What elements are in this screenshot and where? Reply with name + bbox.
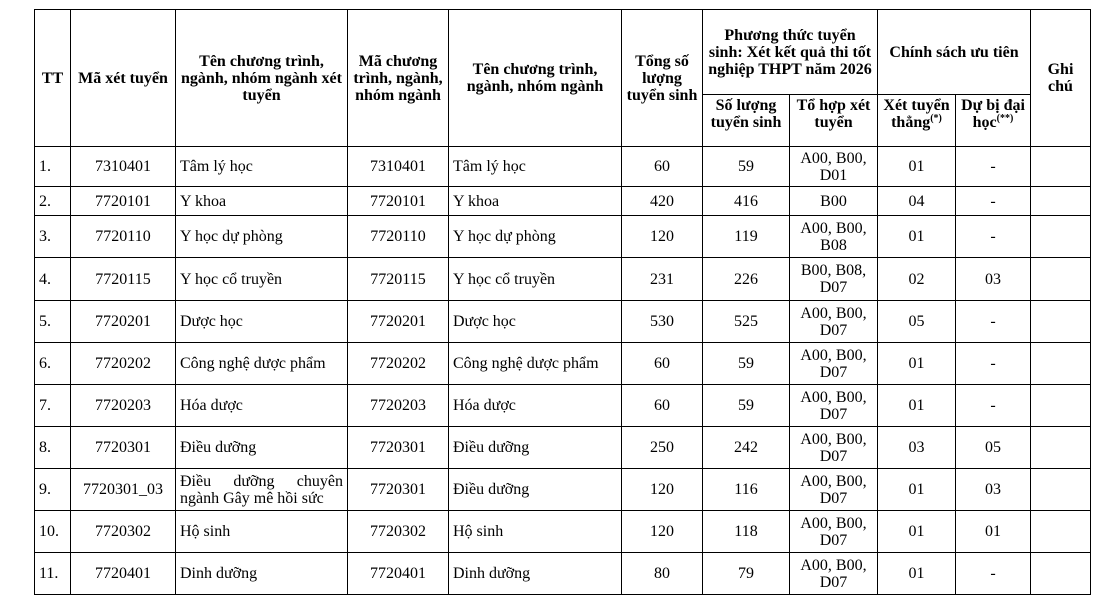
table-row [35, 258, 1091, 301]
cell-so-luong: 118 [703, 511, 790, 553]
cell-xet-tuyen-thang: 01 [878, 511, 956, 553]
cell-ma-chuong-trinh: 7720203 [348, 385, 449, 427]
cell-xet-tuyen-thang: 05 [878, 301, 956, 343]
cell-ghi-chu [1031, 553, 1091, 595]
cell-so-luong: 226 [703, 258, 790, 301]
cell-tong-so: 420 [622, 187, 703, 216]
cell-ghi-chu [1031, 147, 1091, 187]
cell-so-luong: 59 [703, 147, 790, 187]
cell-to-hop: A00, B00, D07 [790, 385, 878, 427]
cell-ghi-chu [1031, 187, 1091, 216]
cell-du-bi: - [956, 343, 1031, 385]
header-xet-tuyen-thang [878, 95, 956, 147]
cell-to-hop: A00, B00, D07 [790, 343, 878, 385]
header-tt: TT [35, 10, 71, 147]
table-row [35, 343, 1091, 385]
cell-tong-so: 530 [622, 301, 703, 343]
cell-tong-so: 120 [622, 216, 703, 258]
cell-tong-so: 120 [622, 469, 703, 511]
table-row [35, 187, 1091, 216]
cell-ma-chuong-trinh: 7720101 [348, 187, 449, 216]
cell-ma-chuong-trinh: 7310401 [348, 147, 449, 187]
cell-to-hop: A00, B00, D07 [790, 511, 878, 553]
cell-tong-so: 60 [622, 385, 703, 427]
cell-ghi-chu [1031, 385, 1091, 427]
cell-ghi-chu [1031, 343, 1091, 385]
cell-ma-xet-tuyen: 7720110 [71, 216, 176, 258]
cell-ten-xet-tuyen: Dược học [176, 301, 348, 343]
table-row [35, 469, 1091, 511]
cell-ghi-chu [1031, 258, 1091, 301]
cell-ten-chuong-trinh: Điều dưỡng [449, 427, 622, 469]
cell-so-luong: 59 [703, 343, 790, 385]
cell-xet-tuyen-thang: 01 [878, 553, 956, 595]
cell-ghi-chu [1031, 469, 1091, 511]
table-row [35, 301, 1091, 343]
cell-to-hop: B00 [790, 187, 878, 216]
cell-tt: 3. [35, 216, 71, 258]
cell-so-luong: 119 [703, 216, 790, 258]
cell-ma-xet-tuyen: 7720301_03 [71, 469, 176, 511]
cell-xet-tuyen-thang: 01 [878, 216, 956, 258]
cell-to-hop: A00, B00, D01 [790, 147, 878, 187]
cell-ma-chuong-trinh: 7720301 [348, 427, 449, 469]
header-tong-so: Tổng số lượng tuyển sinh [622, 10, 703, 147]
header-ten-chuong-trinh: Tên chương trình, ngành, nhóm ngành [449, 10, 622, 147]
cell-tong-so: 120 [622, 511, 703, 553]
cell-ten-chuong-trinh: Dược học [449, 301, 622, 343]
cell-du-bi: - [956, 301, 1031, 343]
header-chinh-sach: Chính sách ưu tiên [878, 10, 1031, 95]
table-row [35, 427, 1091, 469]
cell-ma-xet-tuyen: 7720101 [71, 187, 176, 216]
cell-ten-xet-tuyen: Công nghệ dược phẩm [176, 343, 348, 385]
cell-du-bi: 01 [956, 511, 1031, 553]
cell-du-bi: - [956, 187, 1031, 216]
header-ma-xet-tuyen: Mã xét tuyển [71, 10, 176, 147]
cell-so-luong: 116 [703, 469, 790, 511]
cell-tt: 10. [35, 511, 71, 553]
cell-ten-xet-tuyen: Hộ sinh [176, 511, 348, 553]
cell-ten-chuong-trinh: Y học cổ truyền [449, 258, 622, 301]
cell-so-luong: 79 [703, 553, 790, 595]
cell-du-bi: - [956, 553, 1031, 595]
cell-tong-so: 231 [622, 258, 703, 301]
cell-tt: 9. [35, 469, 71, 511]
cell-ma-chuong-trinh: 7720202 [348, 343, 449, 385]
cell-du-bi: 03 [956, 258, 1031, 301]
cell-ten-chuong-trinh: Y khoa [449, 187, 622, 216]
cell-so-luong: 416 [703, 187, 790, 216]
cell-ghi-chu [1031, 216, 1091, 258]
admissions-table [34, 9, 1091, 595]
cell-xet-tuyen-thang: 01 [878, 469, 956, 511]
cell-ma-xet-tuyen: 7720202 [71, 343, 176, 385]
cell-ma-chuong-trinh: 7720301 [348, 469, 449, 511]
cell-tong-so: 60 [622, 147, 703, 187]
cell-tt: 11. [35, 553, 71, 595]
cell-ten-chuong-trinh: Hộ sinh [449, 511, 622, 553]
table-row [35, 511, 1091, 553]
cell-so-luong: 59 [703, 385, 790, 427]
cell-ten-xet-tuyen: Y học cổ truyền [176, 258, 348, 301]
cell-ten-xet-tuyen: Điều dưỡng chuyên ngành Gây mê hồi sức [176, 469, 348, 511]
cell-ma-xet-tuyen: 7310401 [71, 147, 176, 187]
footnote-mark-2: (**) [996, 113, 1014, 124]
cell-ten-chuong-trinh: Dinh dưỡng [449, 553, 622, 595]
cell-xet-tuyen-thang: 01 [878, 147, 956, 187]
cell-ten-chuong-trinh: Hóa dược [449, 385, 622, 427]
table-row [35, 553, 1091, 595]
cell-ten-chuong-trinh: Công nghệ dược phẩm [449, 343, 622, 385]
cell-so-luong: 242 [703, 427, 790, 469]
cell-to-hop: A00, B00, D07 [790, 427, 878, 469]
cell-ghi-chu [1031, 301, 1091, 343]
cell-to-hop: A00, B00, B08 [790, 216, 878, 258]
table-row [35, 147, 1091, 187]
cell-tt: 4. [35, 258, 71, 301]
cell-ten-xet-tuyen: Dinh dưỡng [176, 553, 348, 595]
cell-to-hop: A00, B00, D07 [790, 553, 878, 595]
cell-to-hop: A00, B00, D07 [790, 469, 878, 511]
cell-ma-chuong-trinh: 7720110 [348, 216, 449, 258]
cell-ten-xet-tuyen: Điều dưỡng [176, 427, 348, 469]
cell-ten-xet-tuyen: Y học dự phòng [176, 216, 348, 258]
header-ten-chuong-trinh-xet-tuyen: Tên chương trình, ngành, nhóm ngành xét tuyển [176, 10, 348, 147]
cell-xet-tuyen-thang: 02 [878, 258, 956, 301]
header-so-luong: Số lượng tuyển sinh [703, 95, 790, 147]
header-row-top [35, 10, 1091, 95]
cell-tt: 5. [35, 301, 71, 343]
header-ma-chuong-trinh: Mã chương trình, ngành, nhóm ngành [348, 10, 449, 147]
cell-ma-chuong-trinh: 7720401 [348, 553, 449, 595]
cell-so-luong: 525 [703, 301, 790, 343]
table-row [35, 216, 1091, 258]
cell-ma-chuong-trinh: 7720201 [348, 301, 449, 343]
cell-ten-chuong-trinh: Tâm lý học [449, 147, 622, 187]
cell-ma-xet-tuyen: 7720115 [71, 258, 176, 301]
cell-ma-xet-tuyen: 7720301 [71, 427, 176, 469]
footnote-mark-1: (*) [930, 113, 942, 124]
cell-ma-xet-tuyen: 7720203 [71, 385, 176, 427]
cell-ten-xet-tuyen: Tâm lý học [176, 147, 348, 187]
cell-du-bi: - [956, 216, 1031, 258]
header-du-bi [956, 95, 1031, 147]
cell-xet-tuyen-thang: 04 [878, 187, 956, 216]
cell-tong-so: 80 [622, 553, 703, 595]
cell-ghi-chu [1031, 427, 1091, 469]
header-xet-tuyen-thang-text: Xét tuyển thẳng [883, 97, 950, 131]
cell-tt: 1. [35, 147, 71, 187]
header-du-bi-text: Dự bị đại học [961, 97, 1025, 131]
cell-ma-chuong-trinh: 7720302 [348, 511, 449, 553]
header-ghi-chu: Ghi chú [1031, 10, 1091, 147]
cell-tt: 8. [35, 427, 71, 469]
cell-to-hop: B00, B08, D07 [790, 258, 878, 301]
cell-ma-xet-tuyen: 7720302 [71, 511, 176, 553]
cell-xet-tuyen-thang: 03 [878, 427, 956, 469]
cell-to-hop: A00, B00, D07 [790, 301, 878, 343]
cell-tt: 7. [35, 385, 71, 427]
cell-ma-chuong-trinh: 7720115 [348, 258, 449, 301]
cell-du-bi: - [956, 147, 1031, 187]
cell-ten-xet-tuyen: Y khoa [176, 187, 348, 216]
cell-tong-so: 60 [622, 343, 703, 385]
cell-ten-xet-tuyen: Hóa dược [176, 385, 348, 427]
cell-xet-tuyen-thang: 01 [878, 385, 956, 427]
header-phuong-thuc: Phương thức tuyển sinh: Xét kết quả thi tốt nghiệp THPT năm 2026 [703, 10, 878, 95]
table-row [35, 385, 1091, 427]
cell-ma-xet-tuyen: 7720201 [71, 301, 176, 343]
cell-tong-so: 250 [622, 427, 703, 469]
cell-tt: 6. [35, 343, 71, 385]
cell-ten-chuong-trinh: Y học dự phòng [449, 216, 622, 258]
cell-ghi-chu [1031, 511, 1091, 553]
cell-ten-chuong-trinh: Điều dưỡng [449, 469, 622, 511]
header-to-hop: Tổ hợp xét tuyển [790, 95, 878, 147]
cell-du-bi: 03 [956, 469, 1031, 511]
cell-du-bi: 05 [956, 427, 1031, 469]
cell-tt: 2. [35, 187, 71, 216]
cell-xet-tuyen-thang: 01 [878, 343, 956, 385]
cell-du-bi: - [956, 385, 1031, 427]
cell-ma-xet-tuyen: 7720401 [71, 553, 176, 595]
